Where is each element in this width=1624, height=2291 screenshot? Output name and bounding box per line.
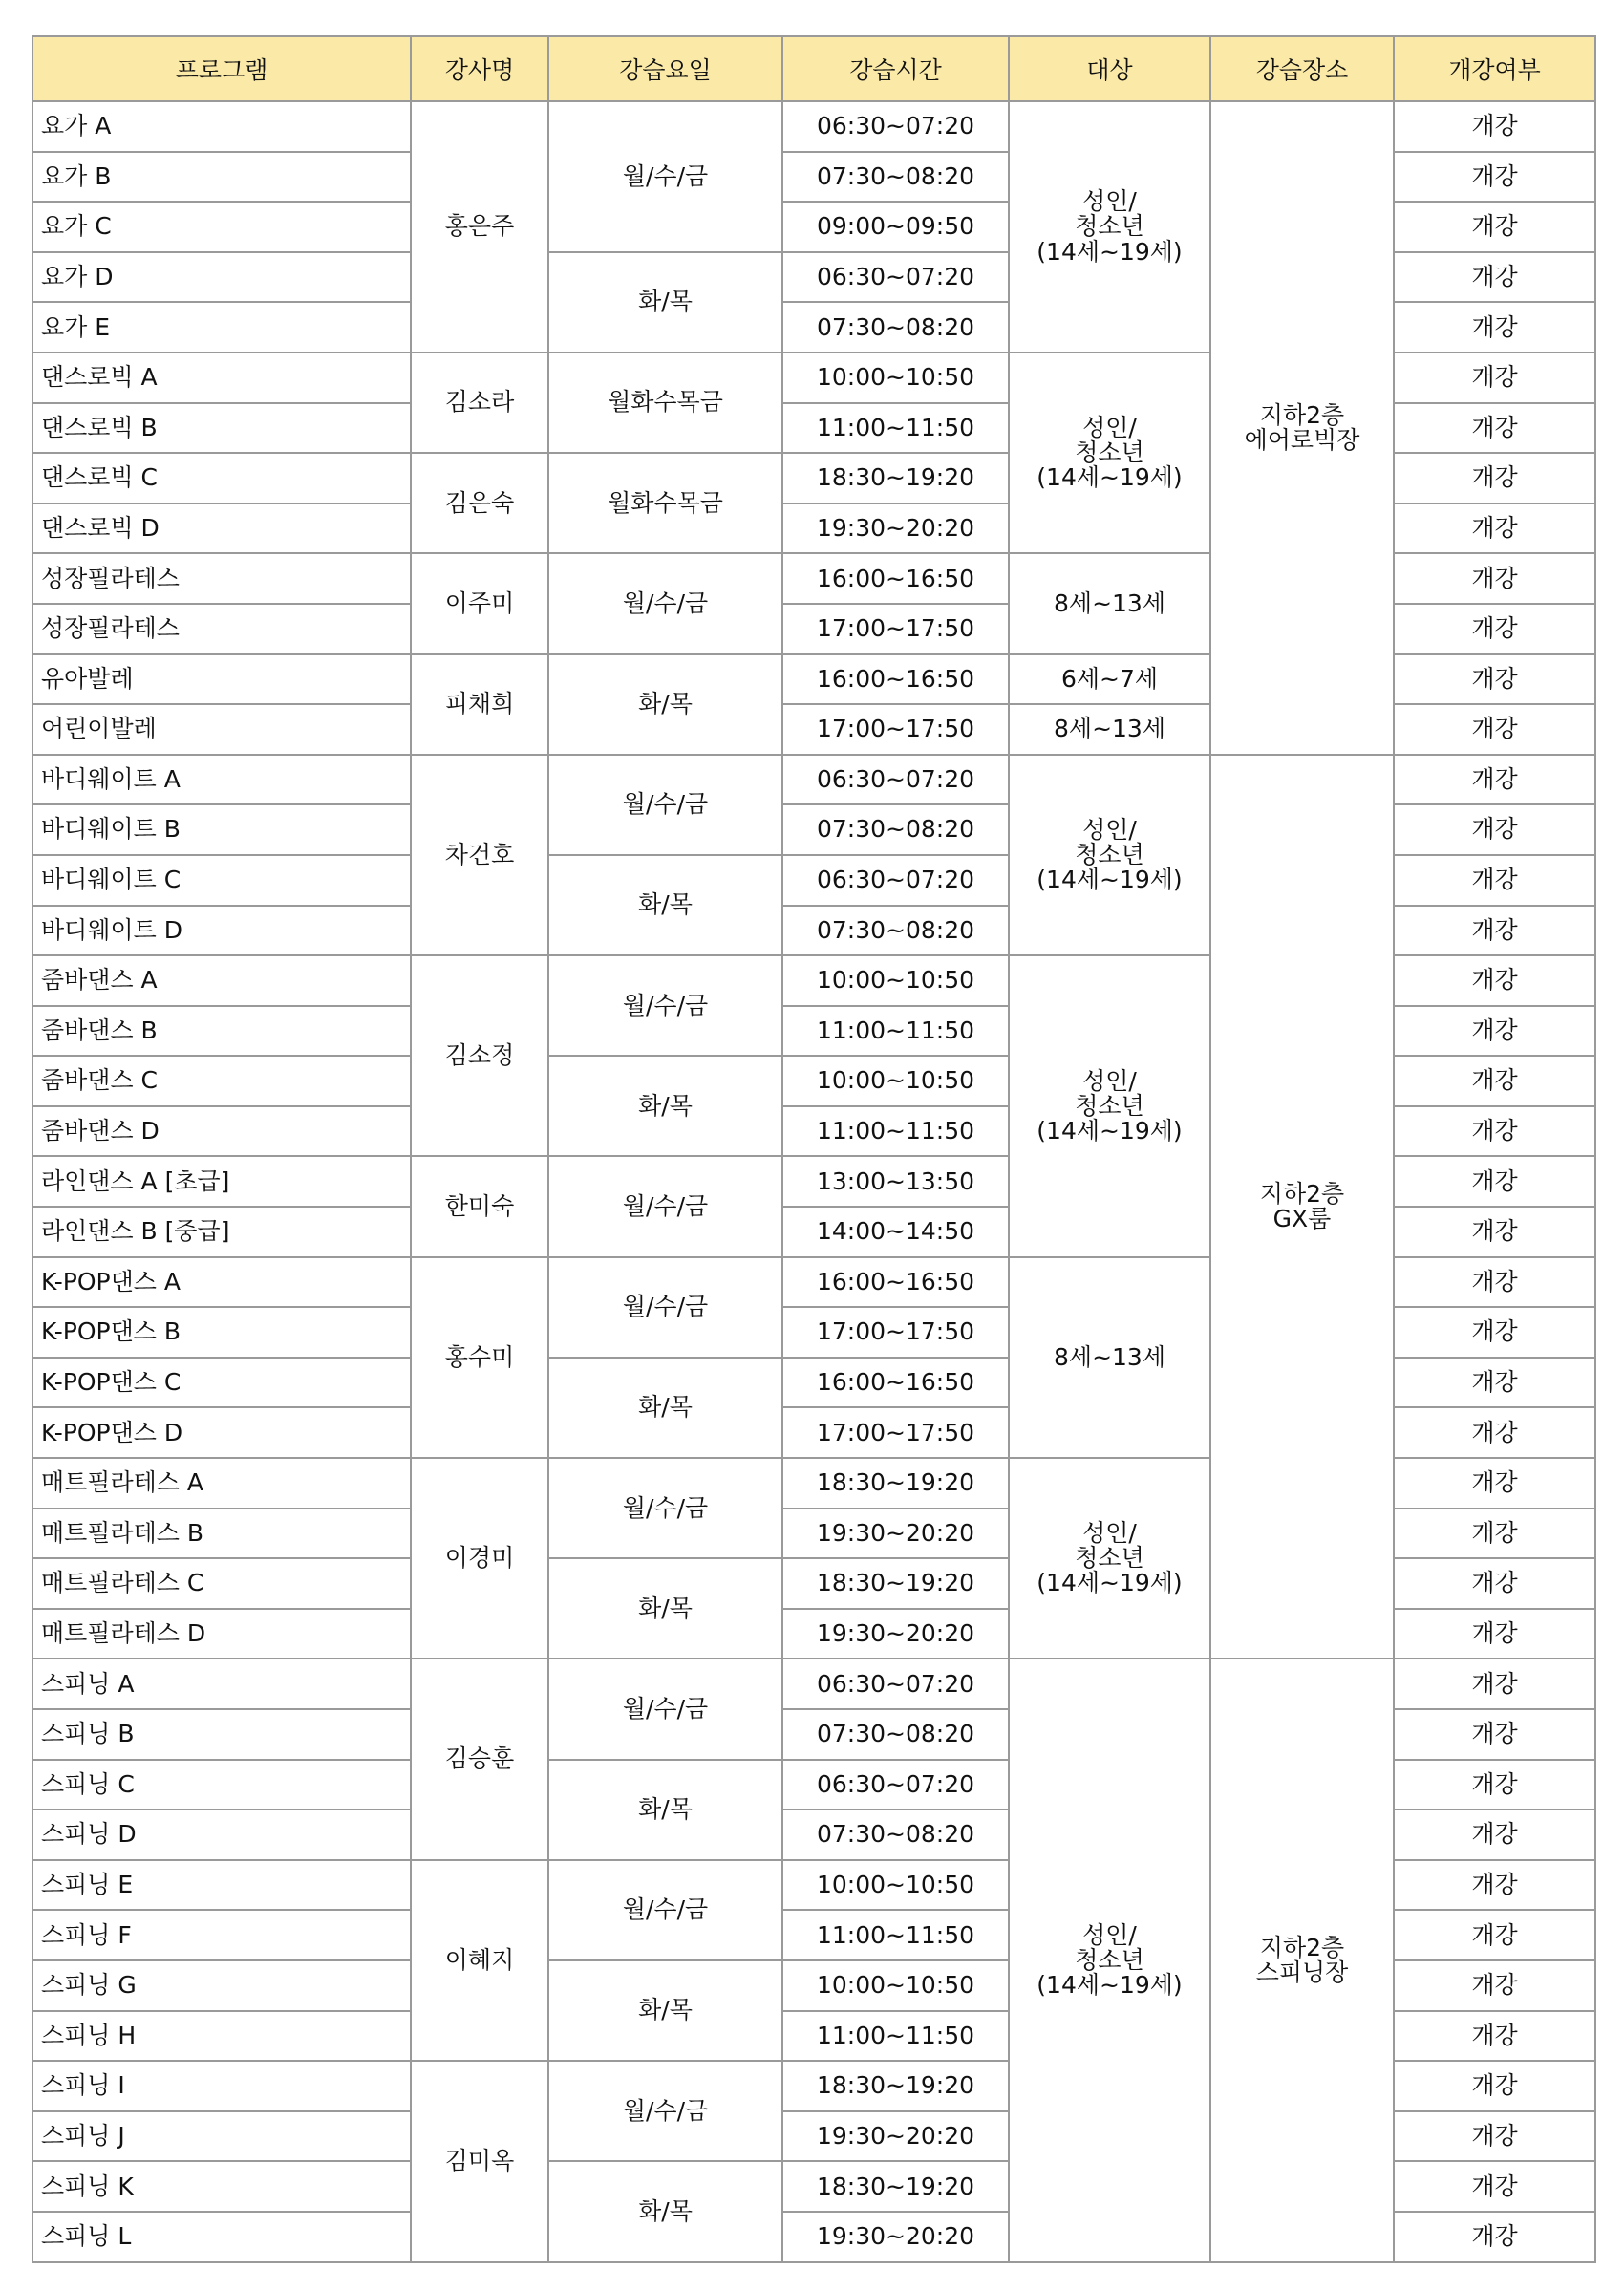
target-cell-text: 성인/ 청소년 (14세~19세) xyxy=(1036,1920,1183,2000)
status-cell: 개강 xyxy=(1394,252,1595,303)
time-cell: 17:00~17:50 xyxy=(782,704,1009,755)
program-cell: 요가 A xyxy=(32,101,411,152)
status-cell: 개강 xyxy=(1394,1106,1595,1157)
status-cell: 개강 xyxy=(1394,2111,1595,2162)
time-cell: 18:30~19:20 xyxy=(782,2161,1009,2212)
header-location: 강습장소 xyxy=(1210,36,1394,101)
program-cell: 댄스로빅 A xyxy=(32,353,411,403)
time-cell: 19:30~20:20 xyxy=(782,1609,1009,1659)
time-cell: 19:30~20:20 xyxy=(782,2111,1009,2162)
program-cell: 바디웨이트 D xyxy=(32,906,411,956)
program-cell: 매트필라테스 D xyxy=(32,1609,411,1659)
program-cell: 스피닝 C xyxy=(32,1760,411,1810)
program-cell: 스피닝 H xyxy=(32,2011,411,2062)
program-cell: 바디웨이트 A xyxy=(32,755,411,805)
days-cell: 월/수/금 xyxy=(548,101,782,252)
target-cell-text: 8세~13세 xyxy=(1054,1342,1165,1371)
target-cell xyxy=(1009,955,1210,1257)
class-schedule-table xyxy=(32,35,1596,2263)
program-cell: 스피닝 D xyxy=(32,1809,411,1860)
time-cell: 11:00~11:50 xyxy=(782,1106,1009,1157)
status-cell: 개강 xyxy=(1394,654,1595,705)
time-cell: 10:00~10:50 xyxy=(782,955,1009,1006)
time-cell: 17:00~17:50 xyxy=(782,604,1009,654)
status-cell: 개강 xyxy=(1394,1307,1595,1358)
status-cell: 개강 xyxy=(1394,2061,1595,2111)
header-time: 강습시간 xyxy=(782,36,1009,101)
program-cell: 댄스로빅 C xyxy=(32,453,411,503)
status-cell: 개강 xyxy=(1394,1910,1595,1960)
status-cell: 개강 xyxy=(1394,453,1595,503)
location-cell-text: 지하2층 에어로빅장 xyxy=(1244,400,1360,454)
time-cell: 10:00~10:50 xyxy=(782,353,1009,403)
time-cell: 14:00~14:50 xyxy=(782,1207,1009,1257)
days-cell: 월/수/금 xyxy=(548,2061,782,2161)
program-cell: 줌바댄스 A xyxy=(32,955,411,1006)
program-cell: 스피닝 F xyxy=(32,1910,411,1960)
target-cell-text: 성인/ 청소년 (14세~19세) xyxy=(1036,815,1183,894)
time-cell: 16:00~16:50 xyxy=(782,654,1009,705)
time-cell: 18:30~19:20 xyxy=(782,2061,1009,2111)
instructor-cell: 김소라 xyxy=(411,353,548,453)
status-cell: 개강 xyxy=(1394,1156,1595,1207)
program-cell: 스피닝 A xyxy=(32,1659,411,1709)
program-cell: 요가 C xyxy=(32,202,411,252)
target-cell-text: 성인/ 청소년 (14세~19세) xyxy=(1036,187,1183,266)
target-cell xyxy=(1009,353,1210,553)
target-cell-text: 성인/ 청소년 (14세~19세) xyxy=(1036,1518,1183,1597)
time-cell: 09:00~09:50 xyxy=(782,202,1009,252)
time-cell: 07:30~08:20 xyxy=(782,804,1009,855)
status-cell: 개강 xyxy=(1394,1407,1595,1458)
status-cell: 개강 xyxy=(1394,152,1595,203)
program-cell: K-POP댄스 C xyxy=(32,1358,411,1408)
instructor-cell: 피채희 xyxy=(411,654,548,755)
days-cell: 월/수/금 xyxy=(548,1458,782,1558)
time-cell: 07:30~08:20 xyxy=(782,152,1009,203)
days-cell: 화/목 xyxy=(548,855,782,955)
program-cell: 라인댄스 A [초급] xyxy=(32,1156,411,1207)
location-cell xyxy=(1210,1659,1394,2261)
status-cell: 개강 xyxy=(1394,1006,1595,1057)
time-cell: 19:30~20:20 xyxy=(782,1509,1009,1559)
days-cell: 월/수/금 xyxy=(548,1860,782,1960)
days-cell: 월화수목금 xyxy=(548,453,782,553)
target-cell xyxy=(1009,553,1210,653)
program-cell: 스피닝 K xyxy=(32,2161,411,2212)
status-cell: 개강 xyxy=(1394,955,1595,1006)
time-cell: 17:00~17:50 xyxy=(782,1307,1009,1358)
program-cell: K-POP댄스 D xyxy=(32,1407,411,1458)
target-cell xyxy=(1009,101,1210,353)
target-cell-text: 성인/ 청소년 (14세~19세) xyxy=(1036,413,1183,492)
time-cell: 06:30~07:20 xyxy=(782,252,1009,303)
days-cell: 월/수/금 xyxy=(548,755,782,855)
status-cell: 개강 xyxy=(1394,1509,1595,1559)
program-cell: 요가 E xyxy=(32,302,411,353)
status-cell: 개강 xyxy=(1394,1860,1595,1911)
days-cell: 화/목 xyxy=(548,1960,782,2061)
header-row xyxy=(32,36,1595,101)
time-cell: 10:00~10:50 xyxy=(782,1960,1009,2011)
status-cell: 개강 xyxy=(1394,1809,1595,1860)
instructor-cell: 김승훈 xyxy=(411,1659,548,1859)
status-cell: 개강 xyxy=(1394,704,1595,755)
days-cell: 월/수/금 xyxy=(548,1659,782,1759)
status-cell: 개강 xyxy=(1394,1659,1595,1709)
program-cell: 댄스로빅 D xyxy=(32,503,411,554)
time-cell: 11:00~11:50 xyxy=(782,1006,1009,1057)
instructor-cell: 이주미 xyxy=(411,553,548,653)
time-cell: 16:00~16:50 xyxy=(782,1257,1009,1308)
program-cell: K-POP댄스 A xyxy=(32,1257,411,1308)
target-cell xyxy=(1009,755,1210,955)
header-status: 개강여부 xyxy=(1394,36,1595,101)
days-cell: 월/수/금 xyxy=(548,1257,782,1358)
instructor-cell: 한미숙 xyxy=(411,1156,548,1256)
status-cell: 개강 xyxy=(1394,804,1595,855)
status-cell: 개강 xyxy=(1394,403,1595,454)
target-cell xyxy=(1009,1458,1210,1659)
program-cell: 어린이발레 xyxy=(32,704,411,755)
time-cell: 11:00~11:50 xyxy=(782,403,1009,454)
instructor-cell: 홍수미 xyxy=(411,1257,548,1458)
time-cell: 10:00~10:50 xyxy=(782,1860,1009,1911)
program-cell: 줌바댄스 C xyxy=(32,1056,411,1106)
status-cell: 개강 xyxy=(1394,302,1595,353)
program-cell: 매트필라테스 B xyxy=(32,1509,411,1559)
time-cell: 11:00~11:50 xyxy=(782,1910,1009,1960)
days-cell: 화/목 xyxy=(548,1358,782,1458)
status-cell: 개강 xyxy=(1394,2161,1595,2212)
program-cell: 성장필라테스 xyxy=(32,604,411,654)
status-cell: 개강 xyxy=(1394,1960,1595,2011)
status-cell: 개강 xyxy=(1394,553,1595,604)
instructor-cell: 차건호 xyxy=(411,755,548,955)
target-cell-text: 8세~13세 xyxy=(1054,589,1165,617)
table-row xyxy=(32,1659,1595,1709)
time-cell: 07:30~08:20 xyxy=(782,1709,1009,1760)
target-cell xyxy=(1009,654,1210,705)
status-cell: 개강 xyxy=(1394,1207,1595,1257)
time-cell: 06:30~07:20 xyxy=(782,1760,1009,1810)
program-cell: 댄스로빅 B xyxy=(32,403,411,454)
instructor-cell: 이경미 xyxy=(411,1458,548,1659)
header-days: 강습요일 xyxy=(548,36,782,101)
program-cell: 스피닝 L xyxy=(32,2212,411,2262)
status-cell: 개강 xyxy=(1394,1609,1595,1659)
program-cell: 바디웨이트 B xyxy=(32,804,411,855)
header-target: 대상 xyxy=(1009,36,1210,101)
time-cell: 19:30~20:20 xyxy=(782,503,1009,554)
status-cell: 개강 xyxy=(1394,855,1595,906)
time-cell: 13:00~13:50 xyxy=(782,1156,1009,1207)
table-row xyxy=(32,755,1595,805)
instructor-cell: 김소정 xyxy=(411,955,548,1156)
days-cell: 월/수/금 xyxy=(548,553,782,653)
schedule-body xyxy=(32,101,1595,2262)
target-cell-text: 6세~7세 xyxy=(1060,664,1159,693)
days-cell: 화/목 xyxy=(548,1760,782,1860)
status-cell: 개강 xyxy=(1394,906,1595,956)
program-cell: 줌바댄스 B xyxy=(32,1006,411,1057)
time-cell: 06:30~07:20 xyxy=(782,755,1009,805)
program-cell: 매트필라테스 A xyxy=(32,1458,411,1509)
time-cell: 07:30~08:20 xyxy=(782,302,1009,353)
instructor-cell: 김은숙 xyxy=(411,453,548,553)
target-cell-text: 성인/ 청소년 (14세~19세) xyxy=(1036,1066,1183,1145)
status-cell: 개강 xyxy=(1394,202,1595,252)
location-cell xyxy=(1210,755,1394,1659)
program-cell: 성장필라테스 xyxy=(32,553,411,604)
program-cell: 스피닝 G xyxy=(32,1960,411,2011)
time-cell: 16:00~16:50 xyxy=(782,553,1009,604)
time-cell: 17:00~17:50 xyxy=(782,1407,1009,1458)
status-cell: 개강 xyxy=(1394,101,1595,152)
days-cell: 화/목 xyxy=(548,1558,782,1659)
time-cell: 06:30~07:20 xyxy=(782,855,1009,906)
time-cell: 16:00~16:50 xyxy=(782,1358,1009,1408)
program-cell: 스피닝 B xyxy=(32,1709,411,1760)
time-cell: 06:30~07:20 xyxy=(782,1659,1009,1709)
target-cell-text: 8세~13세 xyxy=(1054,715,1165,743)
status-cell: 개강 xyxy=(1394,1760,1595,1810)
program-cell: 요가 B xyxy=(32,152,411,203)
time-cell: 11:00~11:50 xyxy=(782,2011,1009,2062)
location-cell-text: 지하2층 스피닝장 xyxy=(1255,1933,1349,1986)
program-cell: 스피닝 J xyxy=(32,2111,411,2162)
days-cell: 화/목 xyxy=(548,2161,782,2261)
days-cell: 월/수/금 xyxy=(548,955,782,1056)
status-cell: 개강 xyxy=(1394,1558,1595,1609)
program-cell: 요가 D xyxy=(32,252,411,303)
status-cell: 개강 xyxy=(1394,2212,1595,2262)
program-cell: 스피닝 E xyxy=(32,1860,411,1911)
time-cell: 06:30~07:20 xyxy=(782,101,1009,152)
program-cell: 줌바댄스 D xyxy=(32,1106,411,1157)
time-cell: 07:30~08:20 xyxy=(782,906,1009,956)
program-cell: 스피닝 I xyxy=(32,2061,411,2111)
status-cell: 개강 xyxy=(1394,503,1595,554)
instructor-cell: 홍은주 xyxy=(411,101,548,353)
days-cell: 월/수/금 xyxy=(548,1156,782,1256)
days-cell: 화/목 xyxy=(548,654,782,755)
time-cell: 18:30~19:20 xyxy=(782,1558,1009,1609)
status-cell: 개강 xyxy=(1394,1257,1595,1308)
status-cell: 개강 xyxy=(1394,2011,1595,2062)
status-cell: 개강 xyxy=(1394,1458,1595,1509)
days-cell: 화/목 xyxy=(548,1056,782,1156)
program-cell: 바디웨이트 C xyxy=(32,855,411,906)
status-cell: 개강 xyxy=(1394,604,1595,654)
location-cell-text: 지하2층 GX룸 xyxy=(1259,1179,1345,1233)
time-cell: 18:30~19:20 xyxy=(782,1458,1009,1509)
target-cell xyxy=(1009,1659,1210,2261)
program-cell: 유아발레 xyxy=(32,654,411,705)
time-cell: 10:00~10:50 xyxy=(782,1056,1009,1106)
time-cell: 19:30~20:20 xyxy=(782,2212,1009,2262)
status-cell: 개강 xyxy=(1394,755,1595,805)
status-cell: 개강 xyxy=(1394,1709,1595,1760)
status-cell: 개강 xyxy=(1394,353,1595,403)
target-cell xyxy=(1009,1257,1210,1458)
header-program: 프로그램 xyxy=(32,36,411,101)
instructor-cell: 김미옥 xyxy=(411,2061,548,2261)
status-cell: 개강 xyxy=(1394,1358,1595,1408)
days-cell: 화/목 xyxy=(548,252,782,353)
program-cell: K-POP댄스 B xyxy=(32,1307,411,1358)
status-cell: 개강 xyxy=(1394,1056,1595,1106)
table-row xyxy=(32,101,1595,152)
instructor-cell: 이혜지 xyxy=(411,1860,548,2061)
time-cell: 07:30~08:20 xyxy=(782,1809,1009,1860)
target-cell xyxy=(1009,704,1210,755)
program-cell: 매트필라테스 C xyxy=(32,1558,411,1609)
program-cell: 라인댄스 B [중급] xyxy=(32,1207,411,1257)
days-cell: 월화수목금 xyxy=(548,353,782,453)
time-cell: 18:30~19:20 xyxy=(782,453,1009,503)
header-instructor: 강사명 xyxy=(411,36,548,101)
location-cell xyxy=(1210,101,1394,755)
